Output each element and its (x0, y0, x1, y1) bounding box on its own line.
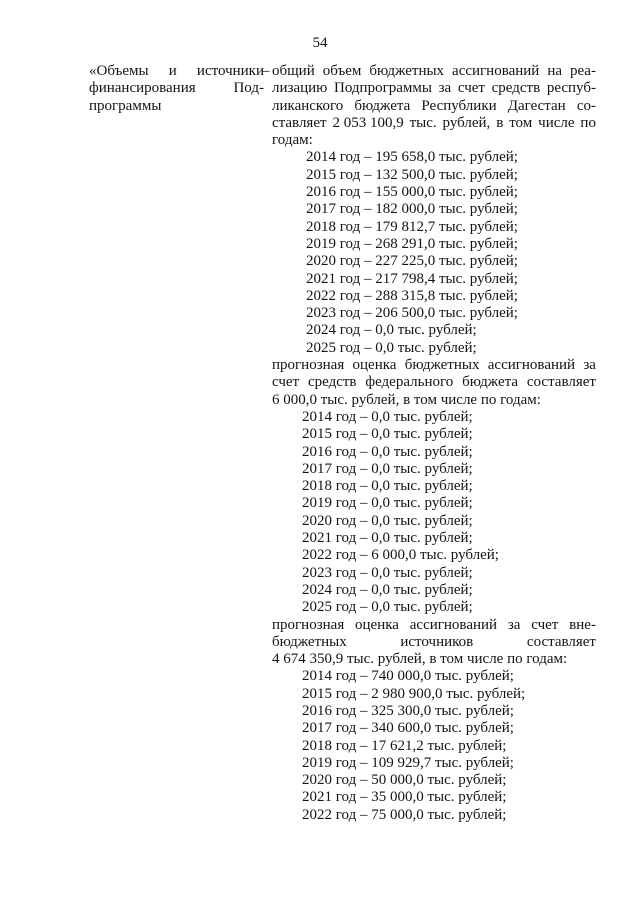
section2-year-2017: 2017 год – 0,0 тыс. рублей; (302, 460, 473, 477)
word: бюджета (354, 97, 411, 114)
label-word: и (168, 63, 177, 79)
section3-year-2021: 2021 год – 35 000,0 тыс. рублей; (302, 789, 507, 806)
section1-year-2020: 2020 год – 227 225,0 тыс. рублей; (306, 253, 518, 270)
word: респуб- (546, 80, 596, 97)
word: составляет (526, 633, 596, 650)
section2-year-2023: 2023 год – 0,0 тыс. рублей; (302, 564, 473, 581)
word: средств (307, 374, 357, 391)
label-line-1 (89, 63, 264, 80)
row-content (272, 63, 596, 824)
section3-year-2022: 2022 год – 75 000,0 тыс. рублей; (302, 806, 507, 823)
section3-year-2019: 2019 год – 109 929,7 тыс. рублей; (302, 754, 514, 771)
word: общий (272, 63, 315, 79)
section3-year-2018: 2018 год – 17 621,2 тыс. рублей; (302, 737, 507, 754)
word: по (580, 114, 596, 131)
section3-year-2014: 2014 год – 740 000,0 тыс. рублей; (302, 668, 514, 685)
word: числе (538, 114, 575, 131)
word: бюджета (462, 374, 519, 391)
label-line-2 (89, 80, 264, 97)
section2-intro-line-1 (272, 357, 596, 374)
word: Республики (421, 97, 497, 114)
section3-year-2016: 2016 год – 325 300,0 тыс. рублей; (302, 702, 514, 719)
word: реа- (569, 63, 596, 79)
section3-intro-line-2 (272, 634, 596, 651)
word: со- (576, 97, 596, 114)
section3-year-2015: 2015 год – 2 980 900,0 тыс. рублей; (302, 685, 526, 702)
section1-intro-line-5: годам: (272, 132, 313, 149)
word: ассигнований (452, 63, 540, 79)
word: прогнозная (272, 616, 345, 633)
word: на (547, 63, 562, 79)
word: бюджетных (369, 63, 445, 79)
word: в (496, 114, 504, 131)
word: ассигнований (409, 616, 498, 633)
word: Подпрограммы (334, 80, 432, 97)
section2-intro-line-3: 6 000,0 тыс. рублей, в том числе по годам: (272, 391, 541, 408)
section1-year-2021: 2021 год – 217 798,4 тыс. рублей; (306, 270, 518, 287)
section2-year-2015: 2015 год – 0,0 тыс. рублей; (302, 426, 473, 443)
word: за (583, 357, 596, 374)
section2-year-2024: 2024 год – 0,0 тыс. рублей; (302, 581, 473, 598)
section2-year-2014: 2014 год – 0,0 тыс. рублей; (302, 408, 473, 425)
section2-year-2025: 2025 год – 0,0 тыс. рублей; (302, 599, 473, 616)
section3-year-2020: 2020 год – 50 000,0 тыс. рублей; (302, 772, 507, 789)
word: объем (322, 63, 362, 79)
word: Дагестан (507, 97, 566, 114)
row-label (89, 63, 264, 115)
word: тыс. (409, 114, 437, 131)
word: составляет (526, 374, 596, 391)
word: ставляет (272, 114, 327, 131)
word: за (507, 616, 521, 633)
word: бюджетных (404, 357, 480, 374)
word: ликанского (272, 97, 344, 114)
word: счет (531, 616, 559, 633)
section1-year-2024: 2024 год – 0,0 тыс. рублей; (306, 322, 477, 339)
section2-intro-line-2 (272, 374, 596, 391)
word: оценка (355, 616, 399, 633)
word: счет (272, 374, 300, 391)
section1-intro-line-3 (272, 98, 596, 115)
word: 2 053 100,9 (332, 114, 404, 131)
section1-intro-line-1 (272, 63, 596, 80)
section2-year-2018: 2018 год – 0,0 тыс. рублей; (302, 478, 473, 495)
label-word: источники (196, 63, 264, 79)
label-word: «Объемы (89, 63, 149, 79)
word: федерального (365, 374, 454, 391)
word: счет (457, 80, 485, 97)
section1-year-2022: 2022 год – 288 315,8 тыс. рублей; (306, 287, 518, 304)
word: лизацию (272, 80, 328, 97)
section1-year-2025: 2025 год – 0,0 тыс. рублей; (306, 339, 477, 356)
section2-year-2016: 2016 год – 0,0 тыс. рублей; (302, 443, 473, 460)
page-number: 54 (312, 35, 328, 51)
section1-year-2016: 2016 год – 155 000,0 тыс. рублей; (306, 184, 518, 201)
label-word: финансирования (89, 80, 196, 97)
word: том (509, 114, 533, 131)
word: источников (400, 633, 474, 650)
section1-year-2023: 2023 год – 206 500,0 тыс. рублей; (306, 305, 518, 322)
separator-dash: – (262, 63, 270, 79)
section2-year-2019: 2019 год – 0,0 тыс. рублей; (302, 495, 473, 512)
word: ассигнований (487, 357, 576, 374)
section2-year-2022: 2022 год – 6 000,0 тыс. рублей; (302, 547, 499, 564)
word: рублей, (442, 114, 491, 131)
word: за (438, 80, 452, 97)
word: вне- (569, 616, 596, 633)
word: бюджетных (272, 633, 347, 650)
section2-year-2020: 2020 год – 0,0 тыс. рублей; (302, 512, 473, 529)
word: прогнозная (272, 357, 345, 374)
section1-year-2019: 2019 год – 268 291,0 тыс. рублей; (306, 235, 518, 252)
label-line-3: программы (89, 97, 162, 114)
section3-year-2017: 2017 год – 340 600,0 тыс. рублей; (302, 720, 514, 737)
section1-year-2015: 2015 год – 132 500,0 тыс. рублей; (306, 166, 518, 183)
section1-year-2017: 2017 год – 182 000,0 тыс. рублей; (306, 201, 518, 218)
word: средств (491, 80, 541, 97)
section3-intro-line-1 (272, 617, 596, 634)
section2-year-2021: 2021 год – 0,0 тыс. рублей; (302, 530, 473, 547)
section1-intro-line-2 (272, 80, 596, 97)
word: оценка (352, 357, 397, 374)
section1-year-2018: 2018 год – 179 812,7 тыс. рублей; (306, 218, 518, 235)
section1-intro-line-4 (272, 115, 596, 132)
section1-year-2014: 2014 год – 195 658,0 тыс. рублей; (306, 149, 518, 166)
section3-intro-line-3: 4 674 350,9 тыс. рублей, в том числе по годам: (272, 651, 568, 668)
label-word: Под- (233, 80, 264, 97)
